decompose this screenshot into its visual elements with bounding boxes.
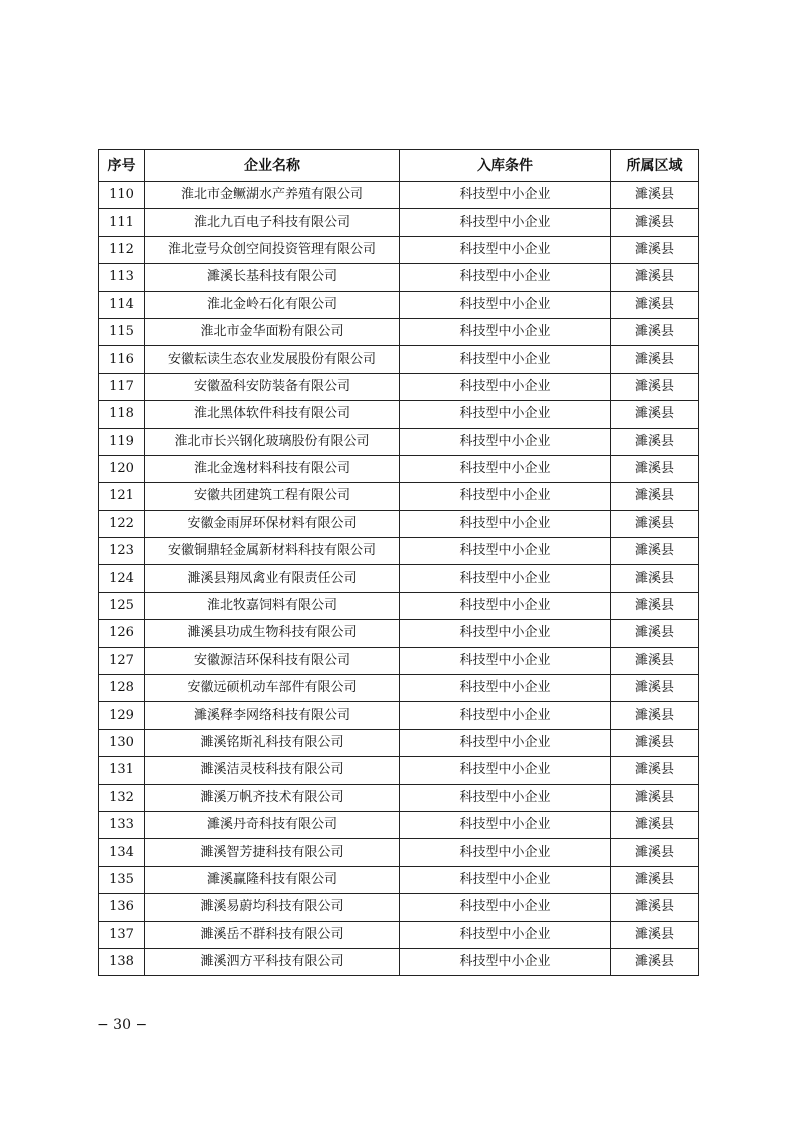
cell-region: 濉溪县 [611,592,699,619]
table-row [99,620,699,647]
cell-region: 濉溪县 [611,702,699,729]
cell-company-name: 濉溪洁灵枝科技有限公司 [145,757,400,784]
cell-company-name: 濉溪智芳捷科技有限公司 [145,839,400,866]
cell-company-name: 淮北牧嘉饲料有限公司 [145,592,400,619]
cell-criteria: 科技型中小企业 [400,675,611,702]
table-row [99,538,699,565]
header-company-name: 企业名称 [145,150,400,182]
cell-serial: 117 [99,373,145,400]
cell-serial: 115 [99,318,145,345]
table-row [99,236,699,263]
cell-serial: 127 [99,647,145,674]
cell-criteria: 科技型中小企业 [400,373,611,400]
cell-criteria: 科技型中小企业 [400,209,611,236]
cell-criteria: 科技型中小企业 [400,346,611,373]
cell-region: 濉溪县 [611,236,699,263]
table-row [99,647,699,674]
table-row [99,757,699,784]
cell-company-name: 淮北黑体软件科技有限公司 [145,401,400,428]
cell-serial: 118 [99,401,145,428]
header-criteria: 入库条件 [400,150,611,182]
cell-criteria: 科技型中小企业 [400,592,611,619]
cell-company-name: 安徽盈科安防装备有限公司 [145,373,400,400]
cell-criteria: 科技型中小企业 [400,921,611,948]
cell-serial: 114 [99,291,145,318]
cell-criteria: 科技型中小企业 [400,784,611,811]
cell-criteria: 科技型中小企业 [400,264,611,291]
enterprise-table [98,149,699,976]
table-row [99,675,699,702]
table-row [99,702,699,729]
cell-serial: 123 [99,538,145,565]
cell-company-name: 濉溪万帆齐技术有限公司 [145,784,400,811]
cell-serial: 135 [99,866,145,893]
table-row [99,565,699,592]
cell-company-name: 安徽铜鼎轻金属新材料科技有限公司 [145,538,400,565]
cell-criteria: 科技型中小企业 [400,866,611,893]
cell-region: 濉溪县 [611,647,699,674]
cell-criteria: 科技型中小企业 [400,510,611,537]
cell-region: 濉溪县 [611,784,699,811]
cell-company-name: 淮北九百电子科技有限公司 [145,209,400,236]
table-row [99,264,699,291]
cell-region: 濉溪县 [611,373,699,400]
cell-company-name: 濉溪易蔚均科技有限公司 [145,894,400,921]
cell-serial: 134 [99,839,145,866]
cell-criteria: 科技型中小企业 [400,729,611,756]
cell-region: 濉溪县 [611,401,699,428]
cell-serial: 129 [99,702,145,729]
cell-criteria: 科技型中小企业 [400,318,611,345]
cell-company-name: 濉溪丹奇科技有限公司 [145,811,400,838]
cell-region: 濉溪县 [611,428,699,455]
cell-serial: 120 [99,455,145,482]
cell-serial: 113 [99,264,145,291]
cell-region: 濉溪县 [611,839,699,866]
cell-criteria: 科技型中小企业 [400,811,611,838]
cell-region: 濉溪县 [611,209,699,236]
cell-region: 濉溪县 [611,182,699,209]
cell-company-name: 安徽源洁环保科技有限公司 [145,647,400,674]
cell-criteria: 科技型中小企业 [400,401,611,428]
cell-region: 濉溪县 [611,264,699,291]
cell-serial: 136 [99,894,145,921]
cell-criteria: 科技型中小企业 [400,236,611,263]
cell-company-name: 淮北金逸材料科技有限公司 [145,455,400,482]
header-region: 所属区域 [611,150,699,182]
cell-region: 濉溪县 [611,811,699,838]
table-row [99,373,699,400]
cell-serial: 130 [99,729,145,756]
cell-serial: 110 [99,182,145,209]
table-row [99,510,699,537]
table-row [99,921,699,948]
cell-serial: 126 [99,620,145,647]
table-row [99,291,699,318]
cell-serial: 131 [99,757,145,784]
cell-region: 濉溪县 [611,538,699,565]
cell-serial: 116 [99,346,145,373]
cell-serial: 133 [99,811,145,838]
cell-region: 濉溪县 [611,318,699,345]
cell-serial: 122 [99,510,145,537]
table-row [99,784,699,811]
cell-region: 濉溪县 [611,510,699,537]
cell-serial: 132 [99,784,145,811]
table-row [99,346,699,373]
table-row [99,948,699,975]
cell-criteria: 科技型中小企业 [400,839,611,866]
cell-region: 濉溪县 [611,921,699,948]
table-row [99,318,699,345]
cell-criteria: 科技型中小企业 [400,483,611,510]
cell-region: 濉溪县 [611,866,699,893]
cell-serial: 137 [99,921,145,948]
cell-region: 濉溪县 [611,948,699,975]
cell-region: 濉溪县 [611,729,699,756]
cell-company-name: 安徽远硕机动车部件有限公司 [145,675,400,702]
cell-company-name: 淮北市长兴钢化玻璃股份有限公司 [145,428,400,455]
cell-region: 濉溪县 [611,675,699,702]
cell-criteria: 科技型中小企业 [400,182,611,209]
cell-serial: 111 [99,209,145,236]
cell-company-name: 濉溪赢隆科技有限公司 [145,866,400,893]
header-serial: 序号 [99,150,145,182]
cell-criteria: 科技型中小企业 [400,948,611,975]
table-row [99,839,699,866]
cell-company-name: 濉溪岳不群科技有限公司 [145,921,400,948]
cell-company-name: 濉溪县功成生物科技有限公司 [145,620,400,647]
cell-region: 濉溪县 [611,894,699,921]
table-row [99,592,699,619]
cell-company-name: 淮北壹号众创空间投资管理有限公司 [145,236,400,263]
cell-company-name: 濉溪长基科技有限公司 [145,264,400,291]
cell-criteria: 科技型中小企业 [400,757,611,784]
cell-serial: 112 [99,236,145,263]
cell-region: 濉溪县 [611,757,699,784]
cell-criteria: 科技型中小企业 [400,647,611,674]
cell-criteria: 科技型中小企业 [400,455,611,482]
cell-company-name: 濉溪县翔凤禽业有限责任公司 [145,565,400,592]
cell-company-name: 濉溪泗方平科技有限公司 [145,948,400,975]
cell-serial: 125 [99,592,145,619]
table-row [99,428,699,455]
cell-serial: 124 [99,565,145,592]
table-row [99,811,699,838]
cell-criteria: 科技型中小企业 [400,894,611,921]
cell-company-name: 安徽共团建筑工程有限公司 [145,483,400,510]
table-row [99,866,699,893]
cell-region: 濉溪县 [611,620,699,647]
cell-criteria: 科技型中小企业 [400,538,611,565]
cell-company-name: 安徽耘读生态农业发展股份有限公司 [145,346,400,373]
cell-company-name: 安徽金雨屏环保材料有限公司 [145,510,400,537]
cell-region: 濉溪县 [611,455,699,482]
cell-region: 濉溪县 [611,346,699,373]
page-number: − 30 − [97,1017,148,1033]
cell-region: 濉溪县 [611,565,699,592]
cell-company-name: 淮北市金华面粉有限公司 [145,318,400,345]
cell-region: 濉溪县 [611,291,699,318]
cell-company-name: 淮北市金鳜湖水产养殖有限公司 [145,182,400,209]
cell-company-name: 濉溪释李网络科技有限公司 [145,702,400,729]
cell-region: 濉溪县 [611,483,699,510]
cell-criteria: 科技型中小企业 [400,702,611,729]
table-row [99,182,699,209]
cell-serial: 128 [99,675,145,702]
table-row [99,894,699,921]
cell-company-name: 濉溪铭斯礼科技有限公司 [145,729,400,756]
table-row [99,729,699,756]
table-row [99,209,699,236]
table-row [99,455,699,482]
cell-criteria: 科技型中小企业 [400,620,611,647]
table-row [99,401,699,428]
cell-serial: 121 [99,483,145,510]
cell-company-name: 淮北金岭石化有限公司 [145,291,400,318]
cell-criteria: 科技型中小企业 [400,291,611,318]
cell-criteria: 科技型中小企业 [400,428,611,455]
table-row [99,483,699,510]
table-header-row [99,150,699,182]
cell-serial: 119 [99,428,145,455]
cell-serial: 138 [99,948,145,975]
cell-criteria: 科技型中小企业 [400,565,611,592]
